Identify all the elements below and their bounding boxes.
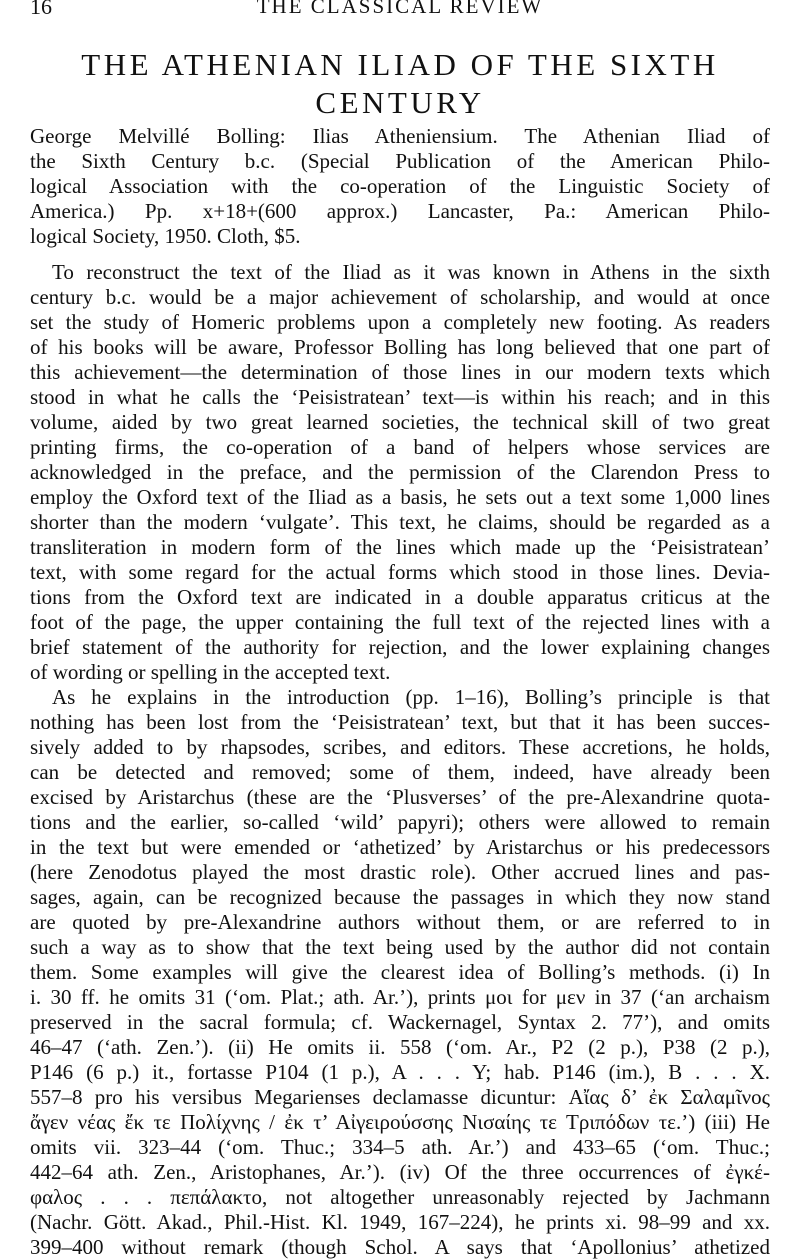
text-line: 557–8 pro his versibus Megarienses declamasse dicuntur: Αἴας δ’ ἐκ Σαλαμῖνος (30, 1085, 770, 1109)
text-line: volume, aided by two great learned societies, the technical skill of two great (30, 410, 770, 434)
text-line: φαλος . . . πεπάλακτο, not altogether unreasonably rejected by Jachmann (30, 1185, 770, 1209)
text-line: America.) Pp. x+18+(600 approx.) Lancaster, Pa.: American Philo- (30, 199, 770, 223)
text-line: logical Society, 1950. Cloth, $5. (30, 224, 301, 248)
text-line: 399–400 without remark (though Schol. A says that ‘Apollonius’ athetized (30, 1235, 770, 1259)
text-line: transliteration in modern form of the lines which made up the ‘Peisistratean’ (30, 535, 770, 559)
text-line: sages, again, can be recognized because the passages in which they now stand (30, 885, 770, 909)
text-line: ἄγεν νέας ἔκ τε Πολίχνης / ἐκ τ’ Αἰγειρούσσης Νισαίης τε Τριπόδων τε.’) (iii) He (30, 1110, 770, 1134)
article-title (30, 46, 770, 122)
text-line: preserved in the sacral formula; cf. Wackernagel, Syntax 2. 77’), and omits (30, 1010, 770, 1034)
text-line: tions from the Oxford text are indicated in a double apparatus criticus at the (30, 585, 770, 609)
paragraph-1 (30, 260, 770, 685)
text-line: them. Some examples will give the clearest idea of Bolling’s methods. (i) In (30, 960, 770, 984)
text-line: omits vii. 323–44 (‘om. Thuc.; 334–5 ath. Ar.’) and 433–65 (‘om. Thuc.; (30, 1135, 770, 1159)
text-line: logical Association with the co-operation of the Linguistic Society of (30, 174, 770, 198)
text-line: of wording or spelling in the accepted text. (30, 660, 391, 684)
text-line: of his books will be aware, Professor Bolling has long believed that one part of (30, 335, 770, 359)
running-head (0, 0, 800, 22)
page-number: 16 (30, 0, 52, 19)
title-line: THE ATHENIAN ILIAD OF THE SIXTH (81, 47, 719, 82)
text-line: (here Zenodotus played the most drastic role). Other accrued lines and pas- (30, 860, 770, 884)
book-citation (30, 124, 770, 249)
text-line: To reconstruct the text of the Iliad as it was known in Athens in the sixth (52, 260, 770, 284)
text-line: excised by Aristarchus (these are the ‘Plusverses’ of the pre-Alexandrine quota- (30, 785, 770, 809)
text-line: George Melvillé Bolling: Ilias Atheniensium. The Athenian Iliad of (30, 124, 770, 148)
text-line: such a way as to show that the text being used by the author did not contain (30, 935, 770, 959)
text-line: the Sixth Century b.c. (Special Publication of the American Philo- (30, 149, 770, 173)
text-line: i. 30 ff. he omits 31 (‘om. Plat.; ath. Ar.’), prints μοι for μεν in 37 (‘an archaism (30, 985, 770, 1009)
text-line: shorter than the modern ‘vulgate’. This text, he claims, should be regarded as a (30, 510, 770, 534)
text-line: in the text but were emended or ‘athetized’ by Aristarchus or his predecessors (30, 835, 770, 859)
text-line: text, with some regard for the actual forms which stood in those lines. Devia- (30, 560, 770, 584)
text-line: printing firms, the co-operation of a band of helpers whose services are (30, 435, 770, 459)
text-line: stood in what he calls the ‘Peisistratean’ text—is within his reach; and in this (30, 385, 770, 409)
text-line: 46–47 (‘ath. Zen.’). (ii) He omits ii. 558 (‘om. Ar., P2 (2 p.), P38 (2 p.), (30, 1035, 770, 1059)
text-line: brief statement of the authority for rejection, and the lower explaining changes (30, 635, 770, 659)
text-line: employ the Oxford text of the Iliad as a basis, he sets out a text some 1,000 lines (30, 485, 770, 509)
text-line: nothing has been lost from the ‘Peisistratean’ text, but that it has been succes- (30, 710, 770, 734)
journal-title: THE CLASSICAL REVIEW (256, 0, 544, 18)
text-line: this achievement—the determination of those lines in our modern texts which (30, 360, 770, 384)
paragraph-2 (30, 685, 770, 1260)
text-line: can be detected and removed; some of them, indeed, have already been (30, 760, 770, 784)
text-line: foot of the page, the upper containing the full text of the rejected lines with a (30, 610, 770, 634)
text-line: acknowledged in the preface, and the permission of the Clarendon Press to (30, 460, 770, 484)
text-line: (Nachr. Gött. Akad., Phil.-Hist. Kl. 1949, 167–224), he prints xi. 98–99 and xx. (30, 1210, 770, 1234)
text-line: tions and the earlier, so-called ‘wild’ papyri); others were allowed to remain (30, 810, 770, 834)
text-line: 442–64 ath. Zen., Aristophanes, Ar.’). (iv) Of the three occurrences of ἐγκέ- (30, 1160, 770, 1184)
text-line: sively added to by rhapsodes, scribes, and editors. These accretions, he holds, (30, 735, 770, 759)
title-line: CENTURY (315, 85, 485, 120)
text-line: As he explains in the introduction (pp. 1–16), Bolling’s principle is that (52, 685, 770, 709)
text-line: set the study of Homeric problems upon a completely new footing. As readers (30, 310, 770, 334)
text-line: century b.c. would be a major achievement of scholarship, and would at once (30, 285, 770, 309)
text-line: P146 (6 p.) it., fortasse P104 (1 p.), A . . . Y; hab. P146 (im.), B . . . X. (30, 1060, 770, 1084)
text-line: are quoted by pre-Alexandrine authors without them, or are referred to in (30, 910, 770, 934)
